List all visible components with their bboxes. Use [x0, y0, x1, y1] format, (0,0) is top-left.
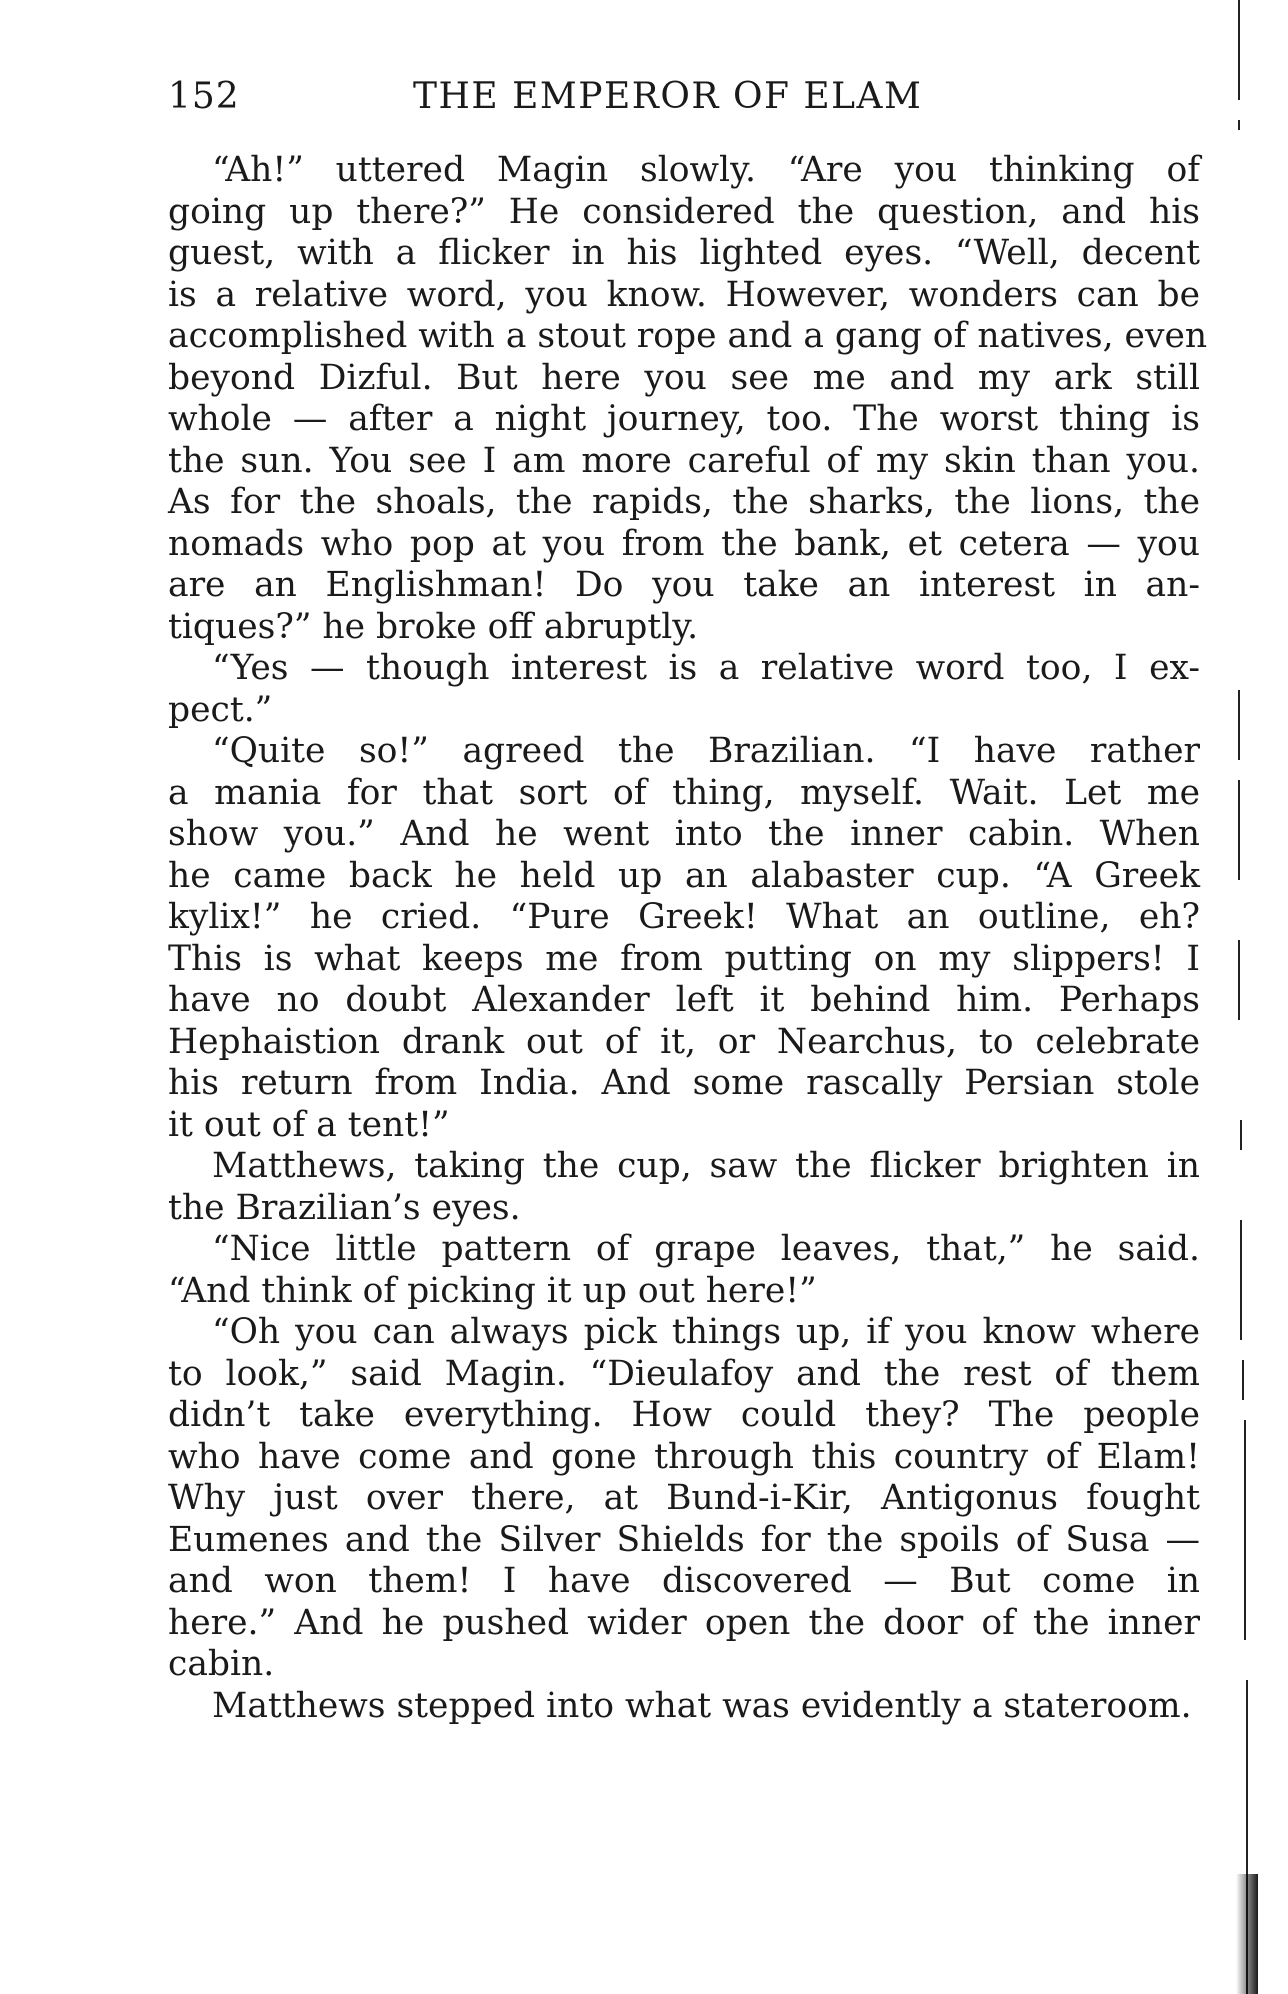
- text-line: “Nice little pattern of grape leaves, that,” he said.: [212, 1229, 1200, 1269]
- running-title: THE EMPEROR OF ELAM: [413, 76, 923, 117]
- text-line: Hephaistion drank out of it, or Nearchus, to celebrate: [168, 1021, 1200, 1062]
- text-line: the sun. You see I am more careful of my skin than you.: [168, 440, 1200, 481]
- text-line: This is what keeps me from putting on my slippers! I: [168, 938, 1200, 979]
- text-line: are an Englishman! Do you take an interest in an-: [168, 565, 1200, 605]
- text-line: it out of a tent!”: [168, 1104, 450, 1145]
- text-line: guest, with a flicker in his lighted eyes. “Well, decent: [168, 233, 1200, 273]
- text-line: who have come and gone through this country of Elam!: [168, 1436, 1200, 1477]
- text-line: here.” And he pushed wider open the door of the inner: [168, 1602, 1200, 1643]
- text-line: “And think of picking it up out here!”: [168, 1270, 817, 1311]
- text-line: Why just over there, at Bund-i-Kir, Antigonus fought: [168, 1478, 1200, 1518]
- body-text: [168, 150, 1208, 1727]
- text-line: Eumenes and the Silver Shields for the spoils of Susa —: [168, 1519, 1200, 1560]
- text-line: he came back he held up an alabaster cup. “A Greek: [168, 855, 1200, 896]
- page-number: 152: [168, 76, 240, 117]
- text-line: the Brazilian’s eyes.: [168, 1187, 521, 1228]
- text-line: “Ah!” uttered Magin slowly. “Are you thinking of: [212, 150, 1200, 190]
- text-line: didn’t take everything. How could they? The people: [168, 1395, 1200, 1435]
- text-line: a mania for that sort of thing, myself. Wait. Let me: [168, 772, 1200, 813]
- page-header: [168, 76, 1198, 126]
- text-line: to look,” said Magin. “Dieulafoy and the rest of them: [168, 1353, 1200, 1394]
- text-line: whole — after a night journey, too. The worst thing is: [168, 399, 1200, 439]
- text-line: Matthews, taking the cup, saw the flicker brighten in: [212, 1146, 1200, 1186]
- text-line: Matthews stepped into what was evidently a stateroom.: [212, 1685, 1192, 1726]
- text-line: his return from India. And some rascally Persian stole: [168, 1063, 1200, 1103]
- text-line: accomplished with a stout rope and a gang of natives, even: [168, 316, 1208, 356]
- text-line: cabin.: [168, 1644, 275, 1684]
- text-line: “Quite so!” agreed the Brazilian. “I have rather: [212, 731, 1200, 771]
- text-line: is a relative word, you know. However, wonders can be: [168, 274, 1200, 315]
- text-line: “Yes — though interest is a relative word too, I ex-: [212, 648, 1200, 688]
- text-line: “Oh you can always pick things up, if you know where: [212, 1312, 1200, 1352]
- text-line: beyond Dizful. But here you see me and my ark still: [168, 357, 1200, 398]
- text-line: kylix!” he cried. “Pure Greek! What an outline, eh?: [168, 897, 1200, 937]
- text-line: As for the shoals, the rapids, the sharks, the lions, the: [168, 482, 1200, 522]
- text-line: nomads who pop at you from the bank, et cetera — you: [168, 523, 1200, 564]
- text-line: and won them! I have discovered — But come in: [168, 1561, 1200, 1601]
- text-line: pect.”: [168, 689, 273, 730]
- text-line: going up there?” He considered the question, and his: [168, 191, 1200, 232]
- text-line: show you.” And he went into the inner cabin. When: [168, 814, 1200, 854]
- text-line: tiques?” he broke off abruptly.: [168, 606, 699, 647]
- text-line: have no doubt Alexander left it behind him. Perhaps: [168, 980, 1200, 1020]
